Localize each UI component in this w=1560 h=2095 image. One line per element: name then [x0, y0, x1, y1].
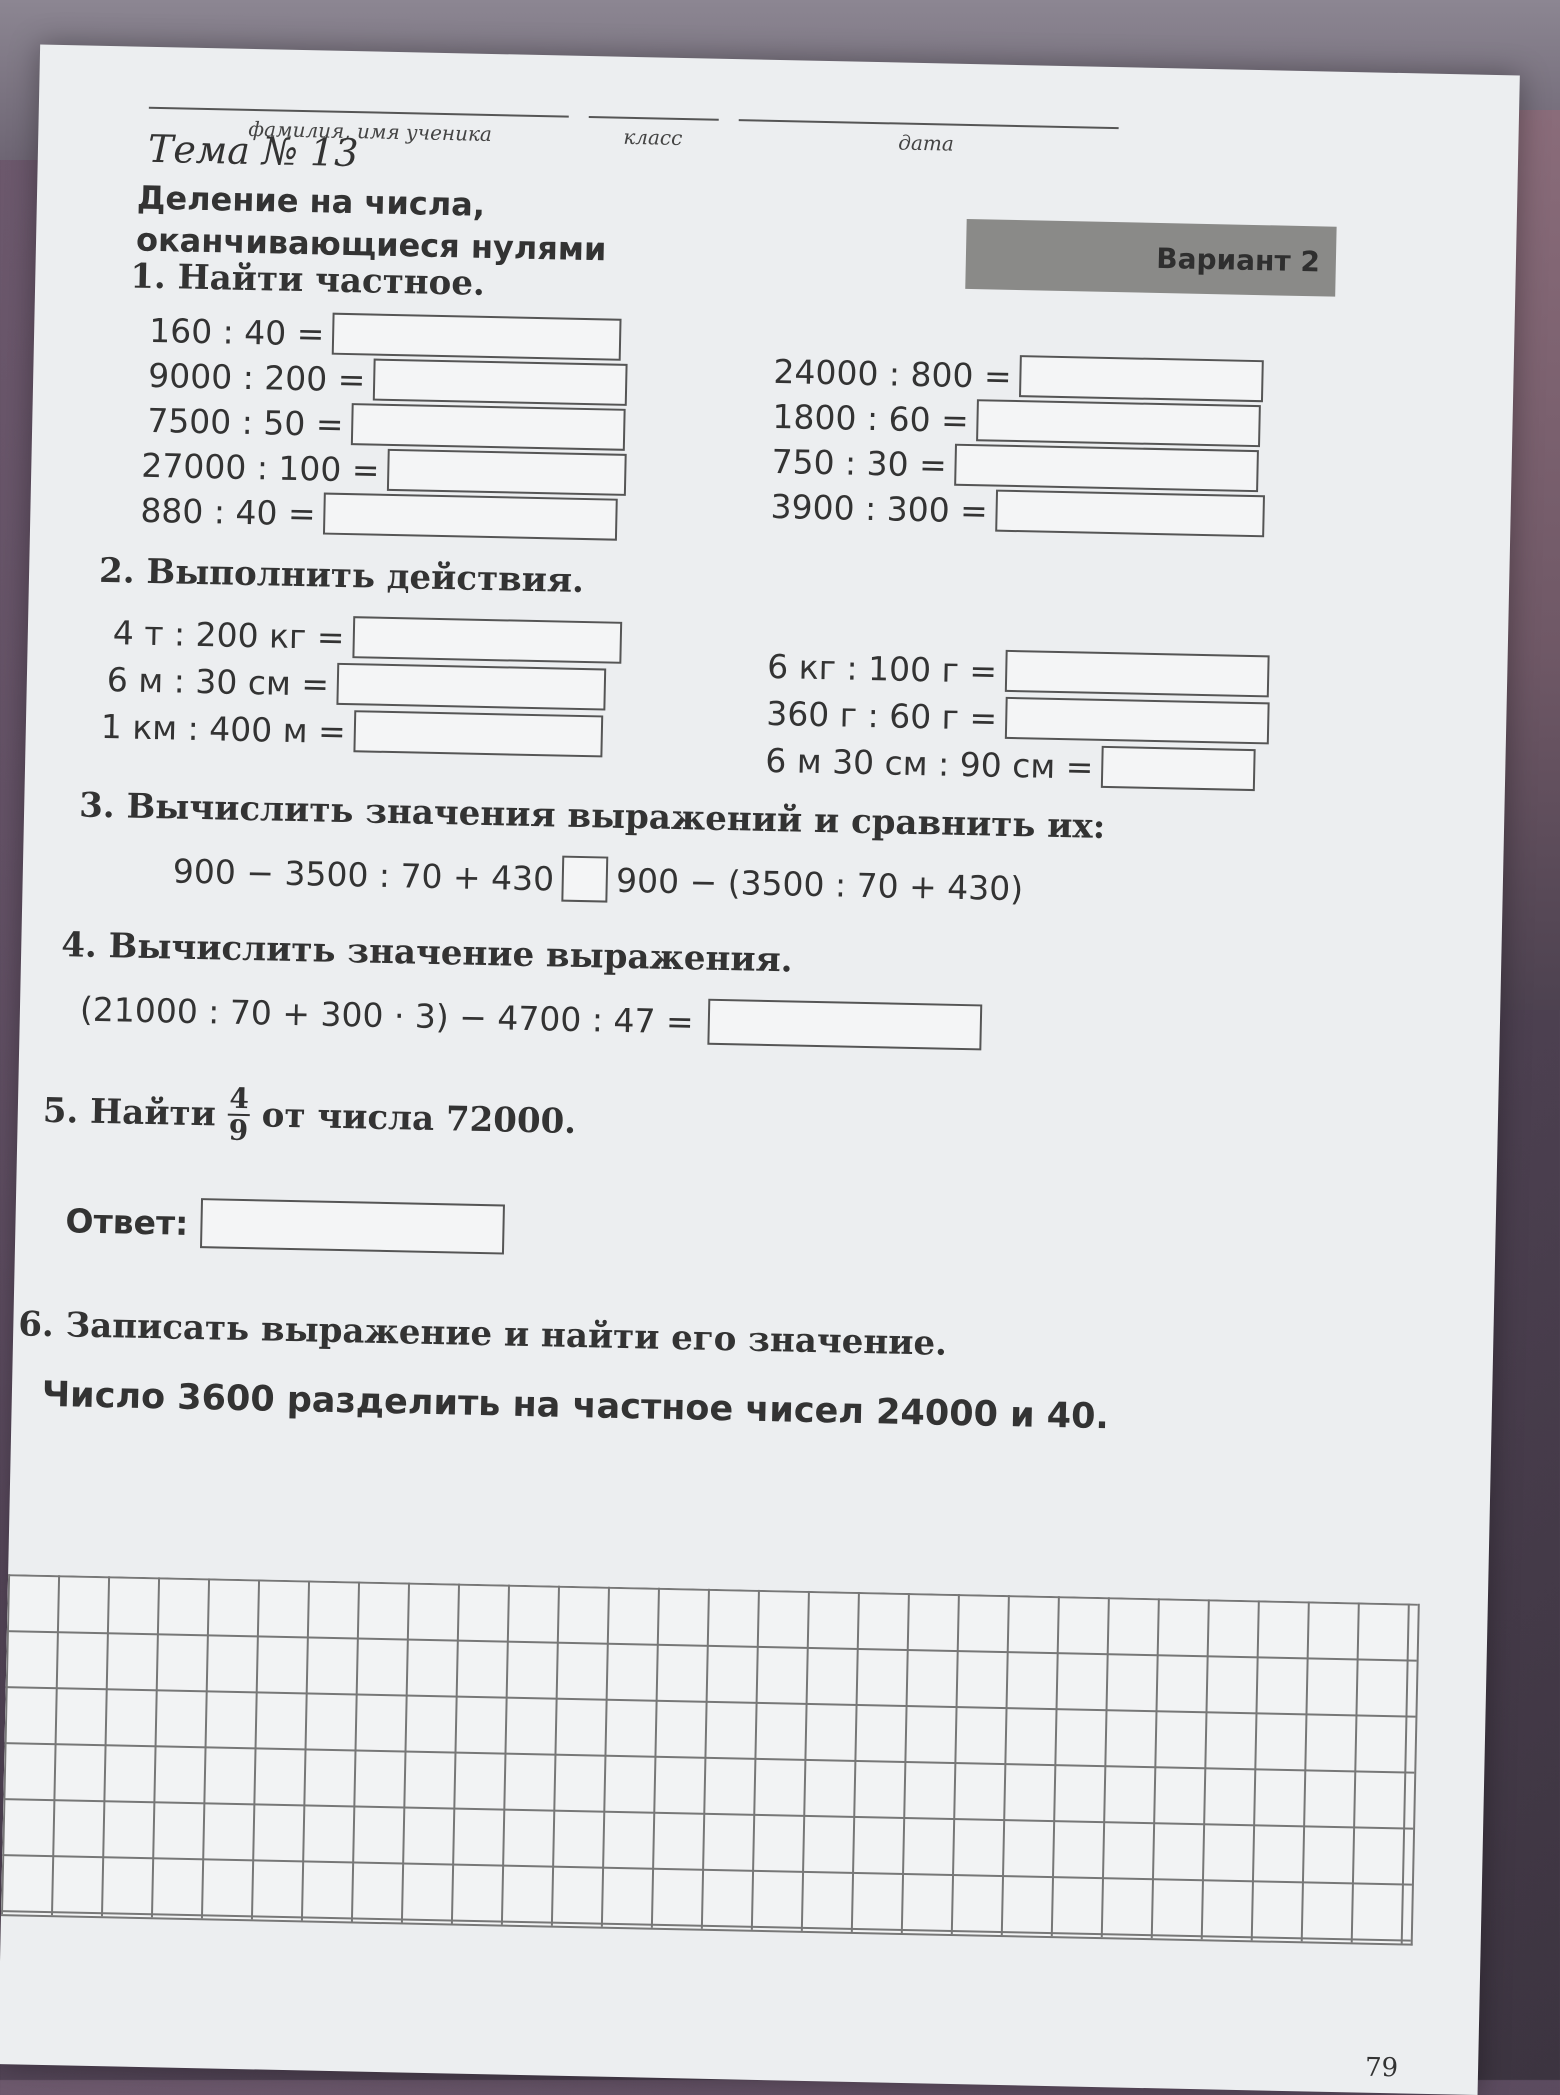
- class-line[interactable]: [589, 116, 719, 121]
- expression-text: (21000 : 70 + 300 · 3) − 4700 : 47 =: [79, 989, 695, 1041]
- answer-box[interactable]: [351, 403, 626, 451]
- task1-left-row: [149, 309, 622, 361]
- answer-box[interactable]: [995, 490, 1265, 538]
- task1-right-row: [773, 350, 1264, 402]
- task3-expression-row: [172, 847, 1023, 911]
- topic-label: Тема № 13: [147, 126, 359, 176]
- task4-expression-row: [79, 986, 982, 1051]
- equation-text: 750 : 30 =: [771, 441, 948, 485]
- equation-text: 1 км : 400 м =: [100, 706, 347, 751]
- equation-text: 9000 : 200 =: [147, 355, 366, 399]
- answer-box[interactable]: [323, 493, 618, 541]
- answer-box[interactable]: [1019, 355, 1264, 402]
- equation-text: 1800 : 60 =: [772, 396, 970, 440]
- page-number: 79: [1364, 2052, 1399, 2084]
- answer-box[interactable]: [332, 313, 622, 361]
- equation-text: 4 т : 200 кг =: [112, 612, 345, 657]
- page-title: [136, 177, 608, 271]
- student-name-caption: фамилия, имя ученика: [248, 116, 493, 146]
- comparison-box[interactable]: [562, 856, 609, 903]
- task1-left-row: [141, 444, 627, 496]
- answer-box[interactable]: [954, 444, 1259, 492]
- task2-right-row: [765, 739, 1256, 791]
- task1-heading: 1. Найти частное.: [129, 256, 486, 304]
- task3-heading: 3. Вычислить значения выражений и сравнить их:: [78, 785, 1106, 847]
- task5-prefix: 5. Найти: [42, 1090, 217, 1135]
- answer-box[interactable]: [352, 616, 622, 664]
- task5-heading: [42, 1080, 577, 1153]
- answer-box[interactable]: [707, 999, 982, 1051]
- equation-text: 6 м : 30 см =: [106, 659, 330, 704]
- task1-left-row: [147, 399, 626, 451]
- answer-label: Ответ:: [65, 1200, 189, 1243]
- fraction: [227, 1081, 250, 1148]
- task1-left-row: [148, 354, 628, 406]
- equation-text: 160 : 40 =: [148, 310, 325, 354]
- answer-box[interactable]: [1005, 697, 1270, 745]
- task2-left-row: [100, 705, 603, 758]
- task2-heading: 2. Выполнить действия.: [98, 550, 585, 602]
- answer-box[interactable]: [1101, 746, 1256, 791]
- task4-heading: 4. Вычислить значение выражения.: [60, 925, 793, 981]
- equation-text: 3900 : 300 =: [770, 486, 989, 530]
- task2-right-row: [767, 645, 1270, 697]
- fraction-numerator: 4: [229, 1081, 250, 1116]
- answer-box[interactable]: [373, 359, 628, 406]
- equation-text: 6 кг : 100 г =: [766, 646, 998, 691]
- worksheet-page: [0, 45, 1520, 2095]
- date-line[interactable]: [739, 119, 1119, 129]
- task1-right-row: [771, 440, 1259, 492]
- answer-box[interactable]: [1005, 650, 1270, 698]
- task5-suffix: от числа 72000.: [261, 1095, 577, 1142]
- equation-text: 27000 : 100 =: [140, 445, 380, 490]
- class-caption: класс: [623, 124, 683, 150]
- task6-heading: 6. Записать выражение и найти его значение.: [17, 1304, 948, 1364]
- student-name-line[interactable]: [149, 107, 569, 118]
- answer-box[interactable]: [976, 399, 1261, 447]
- equation-text: 24000 : 800 =: [773, 351, 1013, 396]
- task1-right-row: [772, 395, 1261, 447]
- equation-text: 360 г : 60 г =: [765, 693, 998, 738]
- title-line-1: Деление на числа,: [136, 178, 486, 224]
- variant-badge: Вариант 2: [965, 219, 1336, 297]
- answer-box[interactable]: [387, 449, 627, 496]
- task6-text: Число 3600 разделить на частное чисел 24000 и 40.: [41, 1374, 1110, 1438]
- task5-answer-row: [65, 1195, 505, 1254]
- task1-left-row: [140, 489, 618, 541]
- date-caption: дата: [898, 130, 955, 156]
- equation-text: 7500 : 50 =: [146, 400, 344, 444]
- task1-right-row: [770, 485, 1265, 537]
- answer-grid[interactable]: [1, 1574, 1420, 1945]
- answer-box[interactable]: [200, 1198, 505, 1254]
- equation-text: 6 м 30 см : 90 см =: [764, 740, 1094, 787]
- title-line-2: оканчивающиеся нулями: [135, 220, 607, 269]
- answer-box[interactable]: [337, 663, 607, 711]
- task2-left-row: [112, 611, 621, 664]
- task2-left-row: [106, 658, 606, 710]
- task2-right-row: [766, 692, 1270, 745]
- fraction-denominator: 9: [228, 1113, 249, 1148]
- answer-box[interactable]: [353, 710, 603, 757]
- right-expression: 900 − (3500 : 70 + 430): [615, 860, 1024, 908]
- equation-text: 880 : 40 =: [140, 490, 317, 533]
- left-expression: 900 − 3500 : 70 + 430: [172, 850, 555, 898]
